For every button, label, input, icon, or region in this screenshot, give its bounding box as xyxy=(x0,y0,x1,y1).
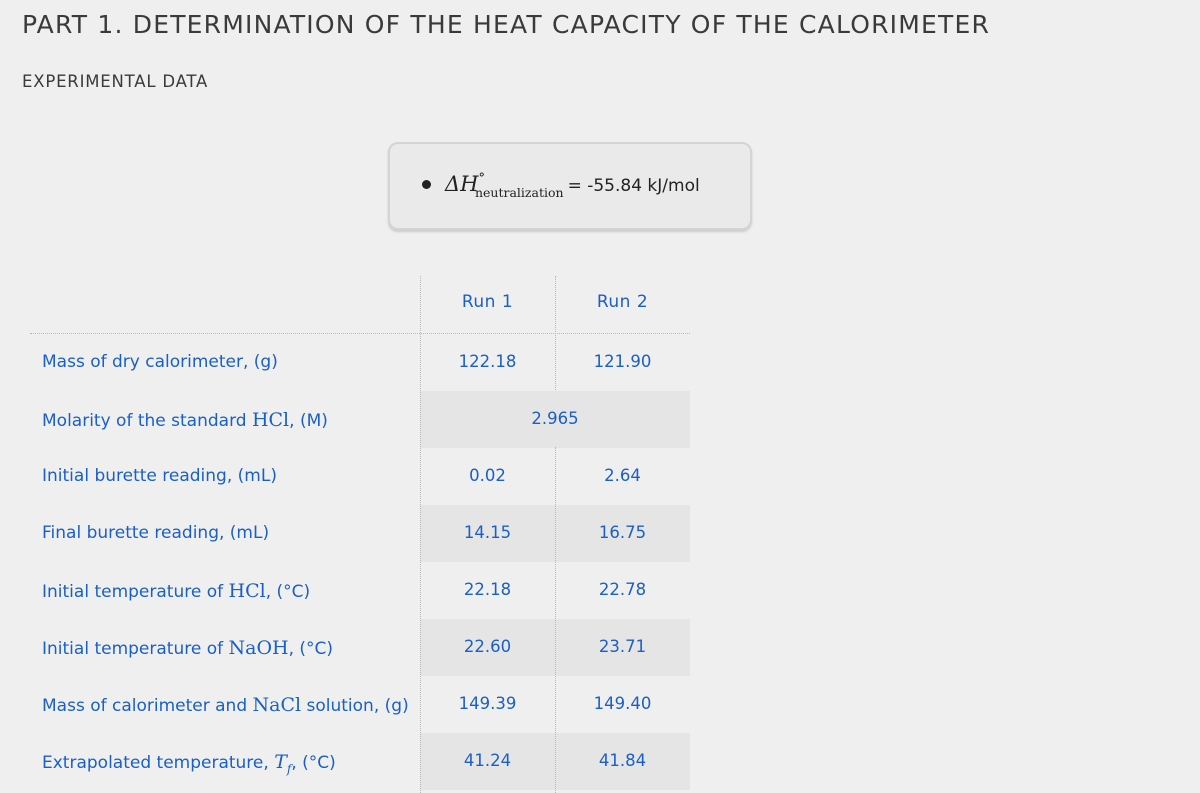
cell-value-run-2: 22.78 xyxy=(598,580,647,599)
temperature-symbol: T xyxy=(274,751,287,773)
column-divider xyxy=(555,276,556,390)
table-row xyxy=(0,448,690,505)
neutralization-subscript: neutralization xyxy=(474,185,564,200)
row-label xyxy=(42,523,269,543)
cell-value-run-2: 121.90 xyxy=(593,352,652,371)
row-label-text: Extrapolated temperature, xyxy=(42,753,275,773)
cell-value-run-1: 22.18 xyxy=(463,580,512,599)
row-label-text: Mass of calorimeter and xyxy=(42,696,253,716)
column-divider xyxy=(420,276,421,793)
delta-h-symbol: ΔH xyxy=(445,172,479,196)
cell-value-run-1: 14.15 xyxy=(463,523,512,542)
cell-value-run-1: 149.39 xyxy=(458,694,517,713)
cell-value-run-2: 41.84 xyxy=(598,751,647,770)
chemical-formula: HCl xyxy=(228,580,266,602)
row-label-text: Initial temperature of xyxy=(42,582,229,602)
row-label-suffix: solution, (g) xyxy=(301,696,409,716)
bullet-icon xyxy=(422,180,431,189)
constant-line xyxy=(422,171,700,200)
header-run-1: Run 1 xyxy=(461,292,514,312)
row-label-text: Final burette reading, (mL) xyxy=(42,523,270,543)
row-label-text: Molarity of the standard xyxy=(42,411,252,431)
row-label-suffix: , (°C) xyxy=(265,582,311,602)
row-label xyxy=(42,751,336,776)
row-label-text: Initial burette reading, (mL) xyxy=(42,466,277,486)
cell-value-run-1: 122.18 xyxy=(458,352,517,371)
temperature-subscript: f xyxy=(286,761,292,776)
table-row xyxy=(0,676,690,733)
table-row xyxy=(0,733,690,790)
row-label xyxy=(42,352,278,372)
cell-value-run-2: 149.40 xyxy=(593,694,652,713)
page-title: PART 1. DETERMINATION OF THE HEAT CAPACITY OF THE CALORIMETER xyxy=(22,10,991,39)
chemical-formula: NaOH xyxy=(228,637,289,659)
constant-box xyxy=(388,142,752,230)
table-row xyxy=(0,562,690,619)
row-label xyxy=(42,694,409,716)
cell-value-run-1: 41.24 xyxy=(463,751,512,770)
cell-value-run-2: 16.75 xyxy=(598,523,647,542)
degree-symbol: ° xyxy=(478,171,485,186)
row-label-suffix: , (M) xyxy=(289,411,328,431)
row-label xyxy=(42,637,333,659)
row-label xyxy=(42,580,310,602)
section-subtitle: EXPERIMENTAL DATA xyxy=(22,72,209,91)
cell-value-run-1: 22.60 xyxy=(463,637,512,656)
row-label-suffix: , (°C) xyxy=(288,639,334,659)
row-label-text: Mass of dry calorimeter, (g) xyxy=(42,352,278,372)
final-temperature-symbol xyxy=(274,751,292,776)
chemical-formula: HCl xyxy=(251,409,290,431)
table-row xyxy=(0,505,690,562)
row-label xyxy=(42,409,328,431)
table-row xyxy=(0,391,690,448)
cell-value-shared: 2.965 xyxy=(531,409,579,428)
cell-value-run-2: 23.71 xyxy=(598,637,647,656)
row-label xyxy=(42,466,277,486)
table-row xyxy=(0,334,690,391)
row-label-text: Initial temperature of xyxy=(42,639,229,659)
constant-value: = -55.84 kJ/mol xyxy=(567,176,700,196)
row-label-suffix: , (°C) xyxy=(291,753,336,773)
table-row xyxy=(0,619,690,676)
column-divider xyxy=(555,447,556,793)
cell-value-run-1: 0.02 xyxy=(469,466,506,485)
header-run-2: Run 2 xyxy=(596,292,649,312)
cell-value-run-2: 2.64 xyxy=(604,466,641,485)
chemical-formula: NaCl xyxy=(252,694,302,716)
